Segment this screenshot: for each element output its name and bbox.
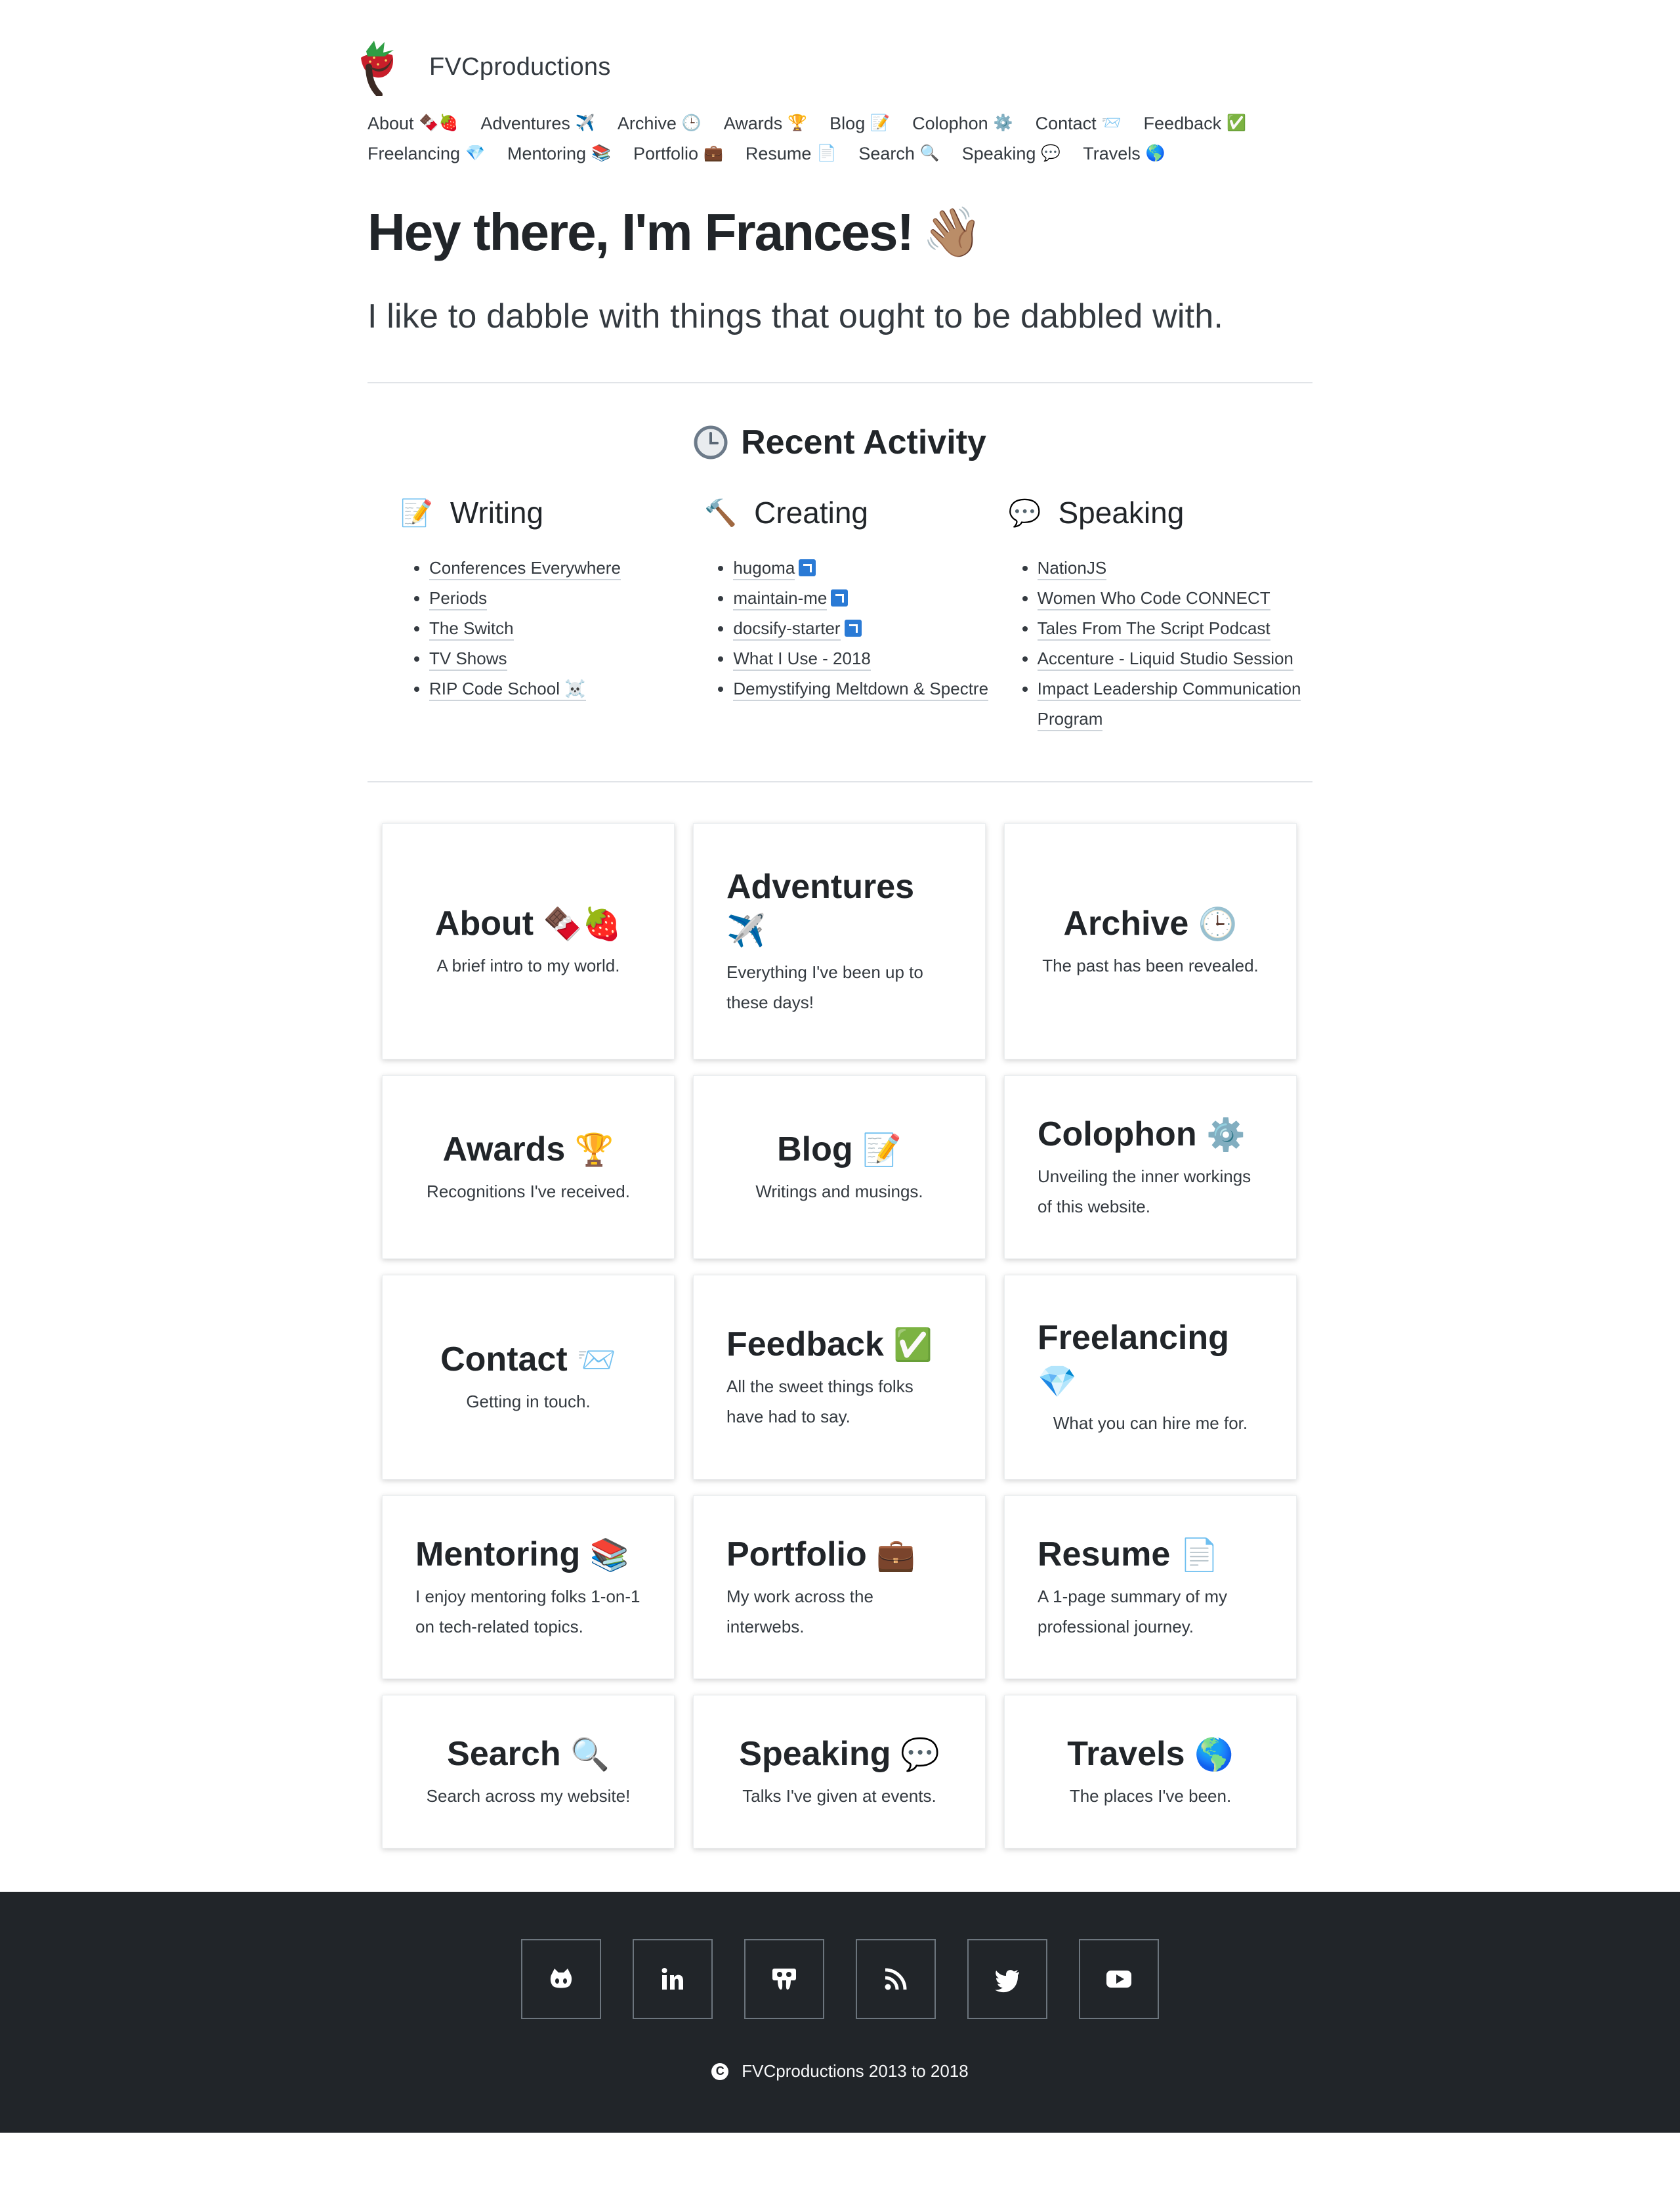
card-title-text: Colophon [1038,1115,1197,1153]
envelope-icon: 📨 [1101,114,1122,132]
external-link-icon [799,559,816,576]
trophy-icon: 🏆 [574,1133,614,1168]
card-title [1064,902,1238,947]
card-portfolio[interactable] [693,1495,986,1679]
card-resume[interactable] [1004,1495,1297,1679]
list-item [733,673,1008,704]
card-title [739,1732,939,1777]
list-item [429,643,704,673]
rss-link[interactable] [856,1939,936,2019]
card-description: Recognitions I've received. [427,1182,630,1201]
creating-link[interactable]: What I Use - 2018 [733,649,871,671]
twitter-link[interactable] [967,1939,1047,2019]
creating-link[interactable]: docsify-starter [733,618,840,641]
card-title-text: Resume [1038,1535,1171,1573]
nav-freelancing[interactable] [368,142,485,165]
card-description: The past has been revealed. [1042,956,1259,975]
speaking-link[interactable]: Tales From The Script Podcast [1038,618,1270,641]
card-mentoring[interactable] [382,1495,675,1679]
card-archive[interactable] [1004,823,1297,1059]
card-about[interactable] [382,823,675,1059]
card-description: All the sweet things folks have had to say. [726,1376,914,1426]
creating-link[interactable]: maintain-me [733,588,827,610]
writing-column [400,495,704,734]
writing-link[interactable]: The Switch [429,618,514,641]
card-title-text: Mentoring [415,1535,581,1573]
card-title [1067,1732,1233,1777]
nav-label: Search [858,144,915,163]
brand-link[interactable] [354,38,611,96]
list-item [1038,643,1312,673]
recent-activity-label: Recent Activity [741,423,986,461]
card-title-text: Speaking [739,1735,891,1773]
divider [368,781,1312,782]
list-item [733,643,1008,673]
nav-label: Portfolio [633,144,698,163]
card-description: Talks I've given at events. [742,1786,936,1806]
writing-link[interactable]: Periods [429,588,487,610]
waving-hand-icon: 👋🏽 [922,204,982,259]
gear-icon: ⚙️ [993,114,1013,132]
github-icon [547,1965,576,1994]
speech-bubble-icon: 💬 [1008,498,1041,528]
recent-activity-title [368,423,1312,462]
card-description: Search across my website! [426,1786,631,1806]
card-title [777,1128,902,1172]
site-header [368,0,1312,112]
card-title-text: Freelancing [1038,1319,1229,1357]
memo-icon: 📝 [870,114,891,132]
nav-label: Feedback [1143,114,1222,133]
copyright-icon: C [711,2063,728,2080]
writing-link[interactable]: Conferences Everywhere [429,558,621,580]
hero-title-text: Hey there, I'm Frances! [368,203,914,261]
list-item [1038,613,1312,643]
nav-travels[interactable] [1083,142,1165,165]
nav-contact[interactable] [1036,112,1122,135]
column-heading [400,495,704,530]
document-icon: 📄 [1179,1538,1219,1573]
chocolate-strawberry-icon: 🍫🍓 [543,907,622,942]
card-title-text: Awards [442,1130,566,1168]
briefcase-icon: 💼 [704,144,723,162]
card-title-text: Search [447,1735,561,1773]
gear-icon: ⚙️ [1206,1118,1246,1153]
speaking-link[interactable]: Impact Leadership Communication Program [1038,679,1301,731]
nav-portfolio[interactable] [633,142,723,165]
list-item [733,613,1008,643]
card-description: Getting in touch. [466,1392,591,1411]
card-blog[interactable] [693,1075,986,1259]
card-title [447,1732,610,1777]
site-name: FVCproductions [429,53,611,81]
card-description: A 1-page summary of my professional journey. [1038,1587,1227,1636]
card-description: Unveiling the inner workings of this website. [1038,1166,1251,1216]
card-colophon[interactable] [1004,1075,1297,1259]
writing-link[interactable]: RIP Code School ☠️ [429,679,586,701]
external-link-icon [831,589,848,607]
recent-columns [368,495,1312,734]
list-item [429,613,704,643]
magnifier-icon: 🔍 [919,144,940,162]
linkedin-icon [658,1965,687,1994]
list-item [429,553,704,583]
writing-list [400,553,704,704]
nav-search[interactable] [858,142,939,165]
clock-icon [694,425,728,459]
clock-icon: 🕒 [1198,907,1238,942]
nav-mentoring[interactable] [507,142,611,165]
external-link-icon [845,620,862,637]
list-item [733,583,1008,613]
card-speaking[interactable] [693,1695,986,1848]
card-title [1038,1533,1263,1577]
twitter-icon [993,1965,1022,1994]
nav-label: Mentoring [507,144,587,163]
card-title [442,1128,614,1172]
check-icon: ✅ [893,1328,933,1363]
column-heading [704,495,1008,530]
column-heading [1009,495,1312,530]
books-icon: 📚 [591,144,611,162]
section-cards-grid [382,823,1312,1848]
speech-bubble-icon: 💬 [1041,144,1061,162]
card-description: A brief intro to my world. [436,956,620,975]
envelope-icon: 📨 [577,1343,616,1378]
nav-label: Contact [1035,114,1097,133]
creating-list [704,553,1008,704]
magnifier-icon: 🔍 [570,1738,610,1772]
slideshare-icon [770,1965,799,1994]
list-item [429,583,704,613]
memo-icon: 📝 [862,1133,902,1168]
nav-label: Freelancing [368,144,461,163]
nav-archive[interactable] [618,112,702,135]
list-item [1038,673,1312,734]
card-title [1038,1316,1263,1404]
card-title [1038,1113,1263,1157]
nav-label: Blog [830,114,866,133]
airplane-icon: ✈️ [726,914,766,949]
card-title [726,1323,952,1367]
nav-label: Speaking [961,144,1036,163]
nav-label: Archive [617,114,677,133]
document-icon: 📄 [816,144,837,162]
youtube-icon [1104,1965,1133,1994]
nav-resume[interactable] [746,142,836,165]
writing-link[interactable]: TV Shows [429,649,507,671]
hammer-icon: 🔨 [704,498,738,528]
nav-colophon[interactable] [912,112,1013,135]
gem-icon: 💎 [1038,1365,1077,1399]
nav-label: Awards [723,114,783,133]
hero-title [368,202,1312,263]
card-contact[interactable] [382,1275,675,1480]
nav-speaking[interactable] [962,142,1060,165]
card-title-text: Archive [1063,905,1189,943]
card-description: What you can hire me for. [1053,1413,1248,1433]
card-awards[interactable] [382,1075,675,1259]
nav-label: About [368,114,414,133]
copyright-text: FVCproductions 2013 to 2018 [742,2061,969,2081]
creating-column [704,495,1008,734]
list-item [429,673,704,704]
card-search[interactable] [382,1695,675,1848]
card-adventures[interactable] [693,823,986,1059]
column-title: Speaking [1058,496,1185,530]
briefcase-icon: 💼 [876,1538,915,1573]
card-description: Everything I've been up to these days! [726,962,923,1012]
nav-label: Colophon [912,114,988,133]
card-title-text: Contact [440,1340,568,1378]
speech-bubble-icon: 💬 [900,1738,940,1772]
column-title: Creating [754,496,869,530]
card-title [415,1533,641,1577]
speaking-link[interactable]: Accenture - Liquid Studio Session [1038,649,1293,671]
card-title [440,1338,616,1382]
top-navigation [368,112,1273,165]
divider [368,382,1312,383]
card-title-text: Adventures [726,868,915,906]
hero-lead: I like to dabble with things that ought to be dabbled with. [368,297,1224,335]
list-item [733,553,1008,583]
card-freelancing[interactable] [1004,1275,1297,1480]
trophy-icon: 🏆 [788,114,808,132]
card-title [435,902,621,947]
card-title-text: Portfolio [726,1535,867,1573]
clock-icon: 🕒 [681,114,702,132]
column-title: Writing [450,496,544,530]
linkedin-link[interactable] [633,1939,713,2019]
nav-label: Resume [745,144,812,163]
card-description: The places I've been. [1069,1786,1232,1806]
memo-icon: 📝 [400,498,433,528]
nav-label: Adventures [480,114,570,133]
speaking-link[interactable]: NationJS [1038,558,1107,580]
nav-label: Travels [1083,144,1141,163]
card-feedback[interactable] [693,1275,986,1480]
speaking-list [1009,553,1312,734]
site-footer [0,1892,1680,2133]
list-item [1038,553,1312,583]
globe-icon: 🌎 [1194,1738,1234,1772]
nav-blog[interactable] [830,112,890,135]
nav-feedback[interactable] [1144,112,1246,135]
card-description: My work across the interwebs. [726,1587,873,1636]
nav-about[interactable] [368,112,458,135]
speaking-column [1009,495,1312,734]
card-description: I enjoy mentoring folks 1-on-1 on tech-related topics. [415,1587,640,1636]
social-links [0,1892,1680,2019]
books-icon: 📚 [589,1538,629,1573]
copyright [0,2061,1680,2081]
nav-adventures[interactable] [480,112,595,135]
airplane-icon: ✈️ [575,114,595,132]
speaking-link[interactable]: Women Who Code CONNECT [1038,588,1270,610]
slideshare-link[interactable] [744,1939,824,2019]
card-title-text: Travels [1067,1735,1185,1773]
card-title-text: About [434,905,534,943]
nav-awards[interactable] [724,112,807,135]
card-title-text: Feedback [726,1325,884,1363]
creating-link[interactable]: hugoma [733,558,795,580]
card-description: Writings and musings. [755,1182,923,1201]
card-title-text: Blog [777,1130,853,1168]
github-link[interactable] [521,1939,601,2019]
check-icon: ✅ [1227,114,1247,132]
creating-link[interactable]: Demystifying Meltdown & Spectre [733,679,988,701]
rss-icon [881,1965,910,1994]
globe-icon: 🌎 [1145,144,1166,162]
card-title [726,865,952,953]
strawberry-logo-icon [354,38,406,96]
chocolate-strawberry-icon: 🍫🍓 [419,114,459,132]
youtube-link[interactable] [1079,1939,1159,2019]
card-travels[interactable] [1004,1695,1297,1848]
gem-icon: 💎 [465,144,485,162]
list-item [1038,583,1312,613]
card-title [726,1533,952,1577]
